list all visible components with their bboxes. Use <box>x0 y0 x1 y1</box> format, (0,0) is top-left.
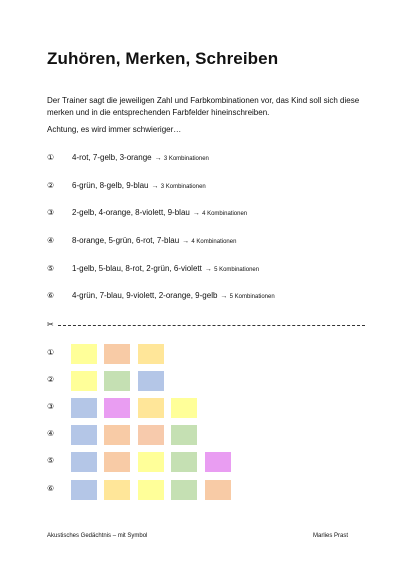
arrow-icon: → <box>182 238 190 245</box>
color-field-hellorange[interactable] <box>104 480 130 500</box>
arrow-icon: → <box>220 293 228 300</box>
task-number: ③ <box>47 208 55 217</box>
task-text: 2-gelb, 4-orange, 8-violett, 9-blau <box>72 208 190 217</box>
grid-row-number: ③ <box>47 402 55 411</box>
color-field-hellorange[interactable] <box>138 344 164 364</box>
color-field-gruen[interactable] <box>171 425 197 445</box>
task-number: ② <box>47 181 55 190</box>
arrow-icon: → <box>192 210 200 217</box>
color-field-gelb[interactable] <box>171 398 197 418</box>
task-number: ⑤ <box>47 264 55 273</box>
color-field-orange[interactable] <box>104 344 130 364</box>
color-field-rot[interactable] <box>138 425 164 445</box>
color-field-gruen[interactable] <box>104 371 130 391</box>
combination-count: 3 Kombinationen <box>160 184 206 190</box>
color-field-gelb[interactable] <box>71 371 97 391</box>
combination-count: 5 Kombinationen <box>229 294 275 300</box>
color-field-orange[interactable] <box>104 425 130 445</box>
combination-count: 3 Kombinationen <box>163 156 209 162</box>
task-text: 8-orange, 5-grün, 6-rot, 7-blau <box>72 236 180 245</box>
footer-left: Akustisches Gedächtnis – mit Symbol <box>47 533 148 539</box>
combination-count: 4 Kombinationen <box>191 239 237 245</box>
cut-line <box>47 320 365 330</box>
color-field-gelb[interactable] <box>138 480 164 500</box>
task-line <box>72 152 209 165</box>
task-text: 4-rot, 7-gelb, 3-orange <box>72 153 152 162</box>
task-line <box>72 207 247 220</box>
arrow-icon: → <box>204 266 212 273</box>
grid-row <box>47 425 237 445</box>
color-field-blau[interactable] <box>71 425 97 445</box>
grid-row-number: ⑥ <box>47 484 55 493</box>
color-field-orange[interactable] <box>205 480 231 500</box>
intro-text: Der Trainer sagt die jeweiligen Zahl und Farbkombinationen vor, das Kind soll sich diese merken und in die entsprechenden Farbfelder hineinschreiben. <box>47 96 360 117</box>
warning-text: Achtung, es wird immer schwieriger… <box>47 125 182 134</box>
grid-row <box>47 480 237 500</box>
page-title: Zuhören, Merken, Schreiben <box>47 49 279 68</box>
grid-row-number: ② <box>47 375 55 384</box>
grid-row <box>47 398 237 418</box>
combination-count: 4 Kombinationen <box>202 211 248 217</box>
task-number: ① <box>47 153 55 162</box>
grid-row-number: ① <box>47 348 55 357</box>
dashed-line <box>58 325 365 326</box>
color-field-gruen[interactable] <box>171 480 197 500</box>
task-line <box>72 290 275 303</box>
grid-row-number: ④ <box>47 429 55 438</box>
color-field-gelb[interactable] <box>138 452 164 472</box>
task-text: 4-grün, 7-blau, 9-violett, 2-orange, 9-gelb <box>72 291 218 300</box>
task-number: ⑥ <box>47 291 55 300</box>
color-field-blau[interactable] <box>71 480 97 500</box>
color-field-blau[interactable] <box>138 371 164 391</box>
grid-row <box>47 344 237 364</box>
color-field-gelb[interactable] <box>71 344 97 364</box>
scissors-icon: ✂ <box>47 320 54 329</box>
grid-row <box>47 452 237 472</box>
arrow-icon: → <box>151 183 159 190</box>
task-number: ④ <box>47 236 55 245</box>
color-field-blau[interactable] <box>71 452 97 472</box>
color-field-orange[interactable] <box>104 452 130 472</box>
task-line <box>72 235 236 248</box>
grid-row <box>47 371 237 391</box>
footer-right: Marlies Prast <box>313 533 349 539</box>
task-text: 1-gelb, 5-blau, 8-rot, 2-grün, 6-violett <box>72 264 202 273</box>
task-text: 6-grün, 8-gelb, 9-blau <box>72 181 149 190</box>
color-field-blau[interactable] <box>71 398 97 418</box>
color-field-gruen[interactable] <box>171 452 197 472</box>
color-field-violett[interactable] <box>205 452 231 472</box>
color-field-violett[interactable] <box>104 398 130 418</box>
task-line <box>72 180 206 193</box>
arrow-icon: → <box>154 155 162 162</box>
task-line <box>72 263 259 276</box>
combination-count: 5 Kombinationen <box>214 267 260 273</box>
color-field-hellorange[interactable] <box>138 398 164 418</box>
grid-row-number: ⑤ <box>47 456 55 465</box>
